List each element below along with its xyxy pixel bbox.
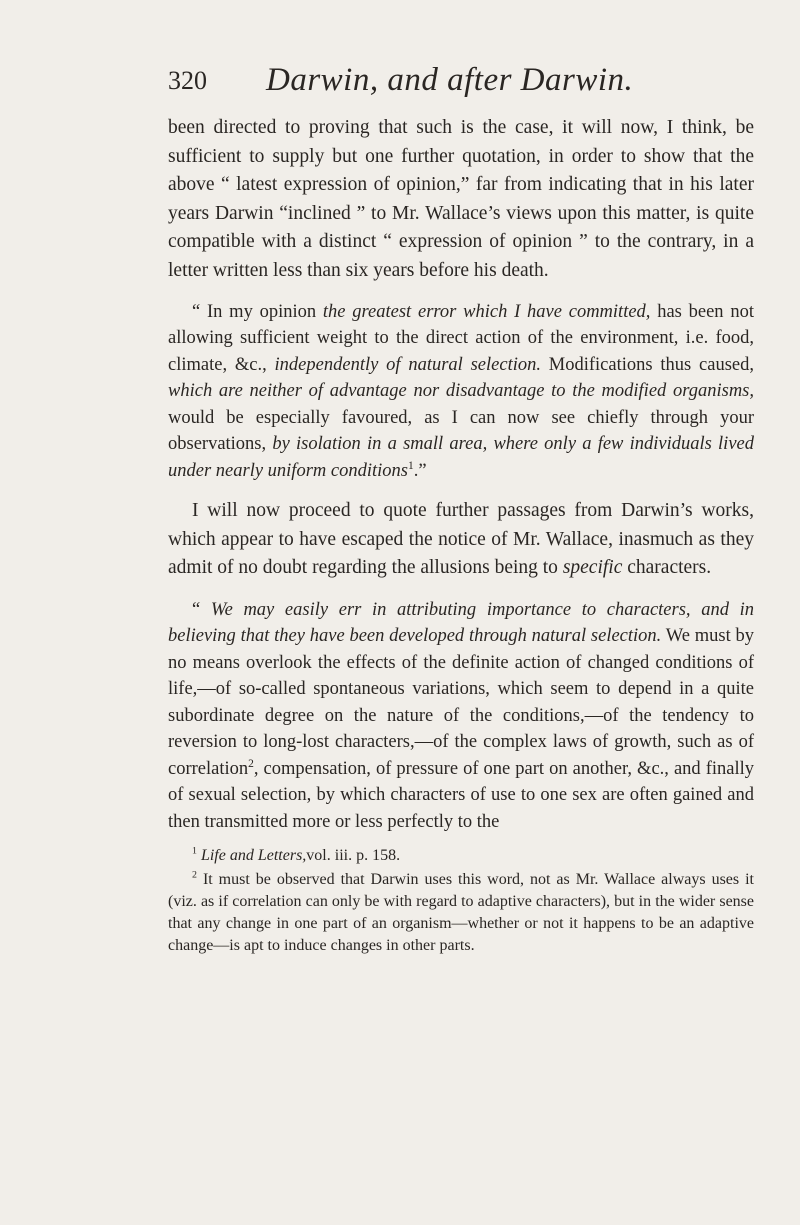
quote-italic: the greatest error which I have committed, [322,301,651,322]
footnote-ref-2[interactable]: 2 [248,757,254,770]
quote-text: “ [192,599,211,620]
paragraph-italic: specific [562,557,623,579]
paragraph-text: I will now proceed to quote further passages from Darwin’s works, which appear to have escaped the notice of Mr. Wallace, inasmuch as they admit of no doubt regarding the allusions being to [168,500,754,579]
footnotes [168,845,754,957]
page-number: 320 [168,66,207,95]
footnote-text: It must be observed that Darwin uses this word, not as Mr. Wallace always uses it (viz. as if correlation can only be with regard to adaptive characters), but in the wider sense that any change in one part of an organism—whether or not it happens to be an adaptive change—is apt to induce changes in other parts. [168,871,755,955]
quote-text: Modifications thus caused, [540,354,754,375]
quote-text: .” [413,460,427,481]
page-header [168,62,688,102]
paragraph-text: characters. [622,557,712,579]
paragraph-continued: been directed to proving that such is the case, it will now, I think, be sufficient to supply but one further quotation, in order to show that the above “ latest expression of opinion,” far from indicating that in his later years Darwin “inclined ” to Mr. Wallace’s views upon this matter, is quite compatible with a distinct “ expression of opinion ” to the contrary, in a letter written less than six years before his death. [168,117,754,281]
page-body [168,114,754,957]
footnote-2 [168,869,754,957]
footnote-text: vol. iii. p. 158. [306,847,401,865]
quote-text: has been not allowing sufficient weight to the direct action of the environment, i.e. food, climate, &c., [168,301,754,375]
footnote-ref-1[interactable]: 1 [407,459,414,472]
darwin-letter-quote [168,299,754,485]
footnote-1 [168,845,754,867]
paragraph-proceed [168,497,754,583]
quote-text: “ In my opinion [192,301,323,322]
quote-italic: independently of natural selection. [274,354,541,375]
quote-text: would be especially favoured, as I can now see chiefly through your observations, [168,407,754,455]
footnote-italic: Life and Letters, [200,847,307,865]
darwin-works-quote [168,597,754,836]
footnote-marker: 2 [192,870,197,882]
quote-italic: We may easily err in attributing importance to characters, and in believing that they have been developed through natural selection. [168,599,754,647]
running-title: Darwin, and after Darwin. [266,62,634,98]
footnote-marker: 1 [192,846,197,858]
quote-italic: which are neither of advantage nor disadvantage to the modified organisms, [168,381,754,402]
quote-text: , compensation, of pressure of one part on another, &c., and finally of sexual selection, by which characters of use to one sex are often gained and then transmitted more or less perfectly to the [168,758,754,832]
quote-italic: by isolation in a small area, where only a few individuals lived under nearly uniform conditions [168,434,754,481]
quote-text: We must by no means overlook the effects of the definite action of changed conditions of life,—of so-called spontaneous variations, which seem to depend in a quite subordinate degree on the nature of the conditions,—of the tendency to reversion to long-lost characters,—of the complex laws of growth, such as of correlation [168,626,754,779]
